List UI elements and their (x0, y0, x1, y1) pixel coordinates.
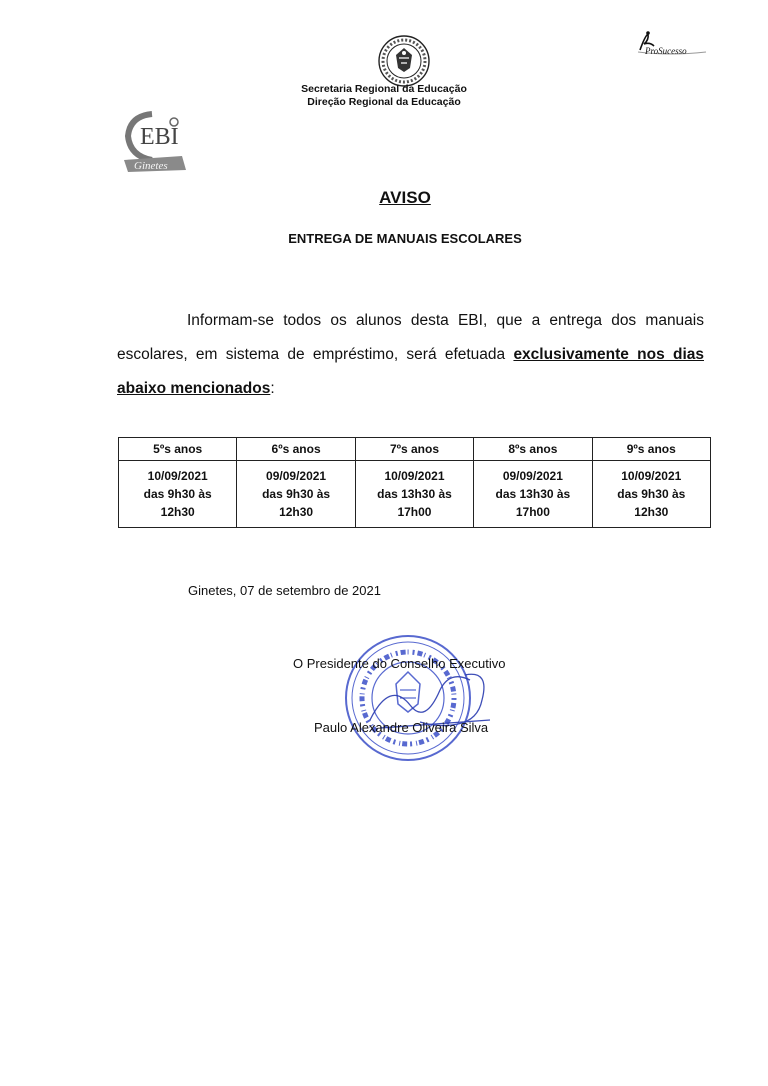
column-header: 9ºs anos (592, 438, 710, 461)
table-cell (592, 461, 710, 528)
delivery-schedule-table (118, 437, 711, 528)
svg-text:EBI: EBI (140, 124, 179, 150)
cell-date: 10/09/2021 (384, 469, 445, 483)
cell-time-end: 17h00 (397, 505, 432, 519)
notice-paragraph (117, 304, 704, 406)
cell-time-end: 12h30 (634, 505, 669, 519)
cell-time: das 9h30 às (143, 487, 212, 501)
table-row (119, 461, 711, 528)
cell-time: das 13h30 às (495, 487, 571, 501)
cell-date: 09/09/2021 (266, 469, 327, 483)
header-direcao: Direção Regional da Educação (307, 96, 461, 108)
cell-date: 10/09/2021 (621, 469, 682, 483)
cell-time-end: 12h30 (279, 505, 314, 519)
prosucesso-logo-text: ProSucesso (645, 46, 687, 56)
signatory-title: O Presidente do Conselho Executivo (293, 656, 506, 671)
cell-date: 09/09/2021 (502, 469, 563, 483)
column-header: 7ºs anos (355, 438, 473, 461)
column-header: 8ºs anos (474, 438, 592, 461)
header-secretaria: Secretaria Regional da Educação (301, 83, 467, 95)
cell-date: 10/09/2021 (147, 469, 208, 483)
page-title: AVISO (379, 188, 431, 207)
column-header: 5ºs anos (119, 438, 237, 461)
column-header: 6ºs anos (237, 438, 355, 461)
table-cell (237, 461, 355, 528)
regional-government-crest (377, 34, 431, 88)
cell-time-end: 17h00 (515, 505, 550, 519)
signatory-name: Paulo Alexandre Oliveira Silva (314, 720, 489, 735)
school-logo (122, 110, 192, 176)
notice-emphasis: exclusivamente nos dias abaixo mencionados (117, 346, 704, 397)
notice-text: Informam-se todos os alunos desta EBI, que a entrega dos manuais escolares, em sistema de empréstimo, será efetuada (117, 312, 704, 363)
school-logo-text: Ginetes (134, 160, 168, 172)
cell-time: das 9h30 às (617, 487, 686, 501)
cell-time: das 9h30 às (262, 487, 331, 501)
cell-time-end: 12h30 (160, 505, 195, 519)
table-cell (119, 461, 237, 528)
notice-punctuation: : (270, 380, 275, 397)
table-header-row (119, 438, 711, 461)
table-cell (474, 461, 592, 528)
table-cell (355, 461, 473, 528)
place-and-date: Ginetes, 07 de setembro de 2021 (188, 583, 381, 598)
page-subtitle: ENTREGA DE MANUAIS ESCOLARES (288, 231, 522, 246)
cell-time: das 13h30 às (377, 487, 452, 501)
